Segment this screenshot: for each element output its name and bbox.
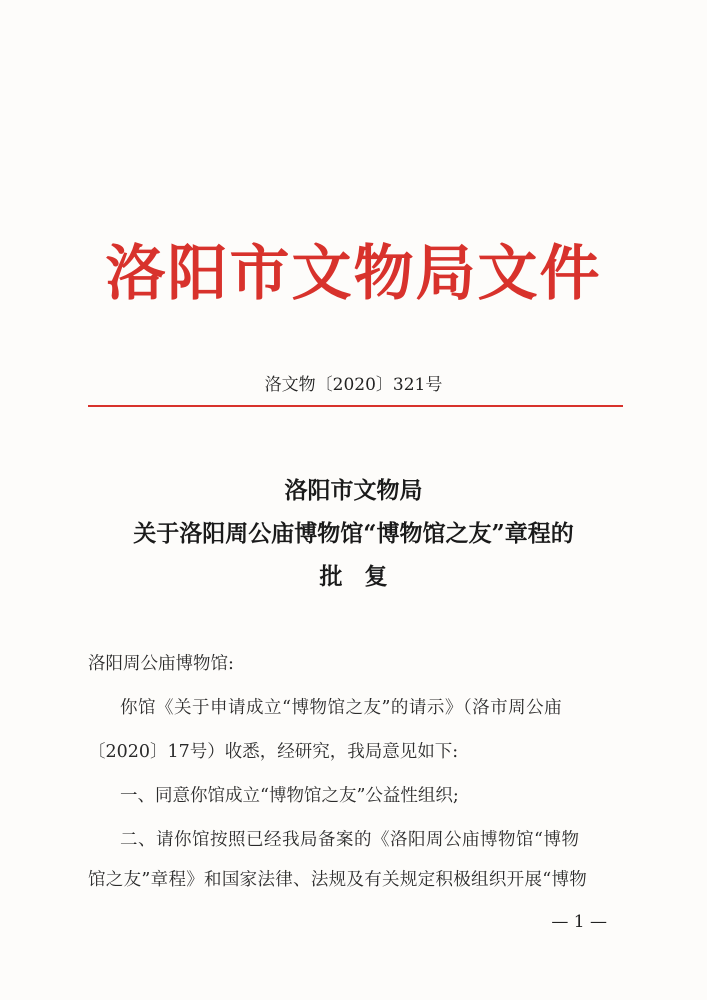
item-2-line-2: 馆之友”章程》和国家法律、法规及有关规定积极组织开展“博物 <box>88 870 588 890</box>
document-number: 洛文物〔2020〕321号 <box>264 375 443 395</box>
header-divider <box>88 405 623 407</box>
title-line-2: 关于洛阳周公庙博物馆“博物馆之友”章程的 <box>133 520 574 547</box>
title-line-3: 批复 <box>319 563 410 590</box>
issuer-header: 洛阳市文物局文件 <box>105 239 602 309</box>
paragraph-1-line-2: 〔2020〕17号）收悉，经研究，我局意见如下: <box>88 742 459 762</box>
paragraph-1-line-1: 你馆《关于申请成立“博物馆之友”的请示》（洛市周公庙 <box>120 698 563 718</box>
item-1: 一、同意你馆成立“博物馆之友”公益性组织; <box>120 786 459 806</box>
item-2-line-1: 二、请你馆按照已经我局备案的《洛阳周公庙博物馆“博物 <box>120 830 580 850</box>
page-number: — 1 — <box>551 912 607 932</box>
salutation: 洛阳周公庙博物馆: <box>88 654 234 674</box>
title-line-1: 洛阳市文物局 <box>284 477 423 504</box>
